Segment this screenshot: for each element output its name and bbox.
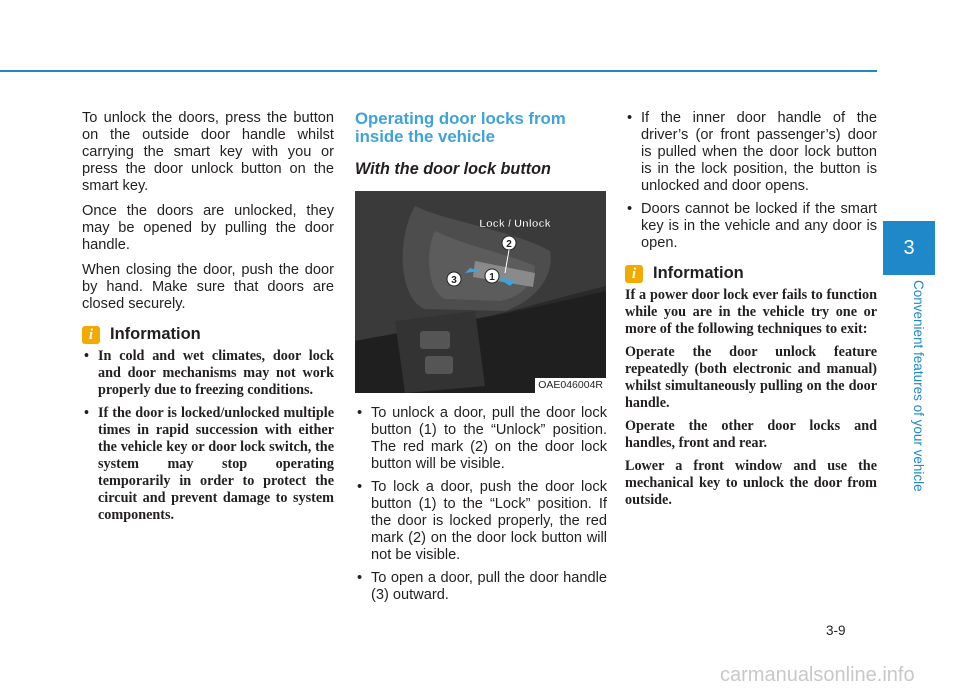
callout-1: 1	[489, 272, 495, 283]
column-left	[82, 110, 334, 530]
door-lock-list	[355, 405, 607, 604]
information-list	[82, 348, 334, 524]
chapter-title: Convenient features of your vehicle	[911, 280, 926, 492]
information-heading	[82, 325, 334, 344]
info-icon: i	[625, 265, 643, 283]
information-title: Information	[110, 325, 201, 343]
door-behaviour-list	[625, 110, 877, 252]
column-middle	[355, 110, 607, 610]
list-item: • Doors cannot be locked if the smart key is in the vehicle and any door is open.	[625, 201, 877, 252]
paragraph: Once the doors are unlocked, they may be opened by pulling the door handle.	[82, 203, 334, 253]
list-item: • In cold and wet climates, door lock and door mechanisms may not work properly due to freezing conditions.	[82, 348, 334, 399]
information-title: Information	[653, 264, 744, 282]
chapter-tab: 3	[883, 221, 935, 275]
column-right	[625, 110, 877, 515]
callout-2: 2	[506, 239, 512, 250]
watermark: carmanualsonline.info	[720, 664, 915, 686]
list-item: • To unlock a door, pull the door lock button (1) to the “Unlock” position. The red mark (2) on the door lock button will be visible.	[355, 405, 607, 473]
list-item: • To lock a door, push the door lock button (1) to the “Lock” position. If the door is locked properly, the red mark (2) on the door lock button will not be visible.	[355, 479, 607, 564]
list-item: • If the door is locked/unlocked multiple times in rapid succession with either the vehicle key or door lock switch, the system may stop operating temporarily in order to protect the circuit and prevent damage to system components.	[82, 405, 334, 524]
list-item: • If the inner door handle of the driver’s (or front passenger’s) door is pulled when the door lock button is in the lock position, the button is unlocked and door opens.	[625, 110, 877, 195]
info-paragraph: If a power door lock ever fails to function while you are in the vehicle try one or more of the following techniques to exit:	[625, 287, 877, 337]
info-paragraph: Operate the door unlock feature repeatedly (both electronic and manual) whilst simultaneously pulling on the door handle.	[625, 344, 877, 411]
paragraph: When closing the door, push the door by hand. Make sure that doors are closed securely.	[82, 262, 334, 312]
section-title: Operating door locks from inside the vehicle	[355, 109, 566, 146]
list-item: • To open a door, pull the door handle (3) outward.	[355, 570, 607, 604]
information-heading	[625, 264, 877, 283]
image-caption: OAE046004R	[535, 378, 606, 393]
info-paragraph: Lower a front window and use the mechanical key to unlock the door from outside.	[625, 458, 877, 508]
subsection-title: With the door lock button	[355, 160, 551, 178]
lock-unlock-label: Lock / Unlock	[479, 218, 551, 230]
info-icon: i	[82, 326, 100, 344]
page-number: 3-9	[826, 623, 846, 638]
door-panel-illustration	[355, 191, 606, 393]
callout-3: 3	[451, 275, 457, 286]
paragraph: To unlock the doors, press the button on the outside door handle whilst carrying the smart key with you or press the door unlock button on the smart key.	[82, 110, 334, 194]
info-paragraph: Operate the other door locks and handles, front and rear.	[625, 418, 877, 451]
door-lock-photo	[355, 191, 606, 393]
top-rule	[0, 70, 877, 72]
